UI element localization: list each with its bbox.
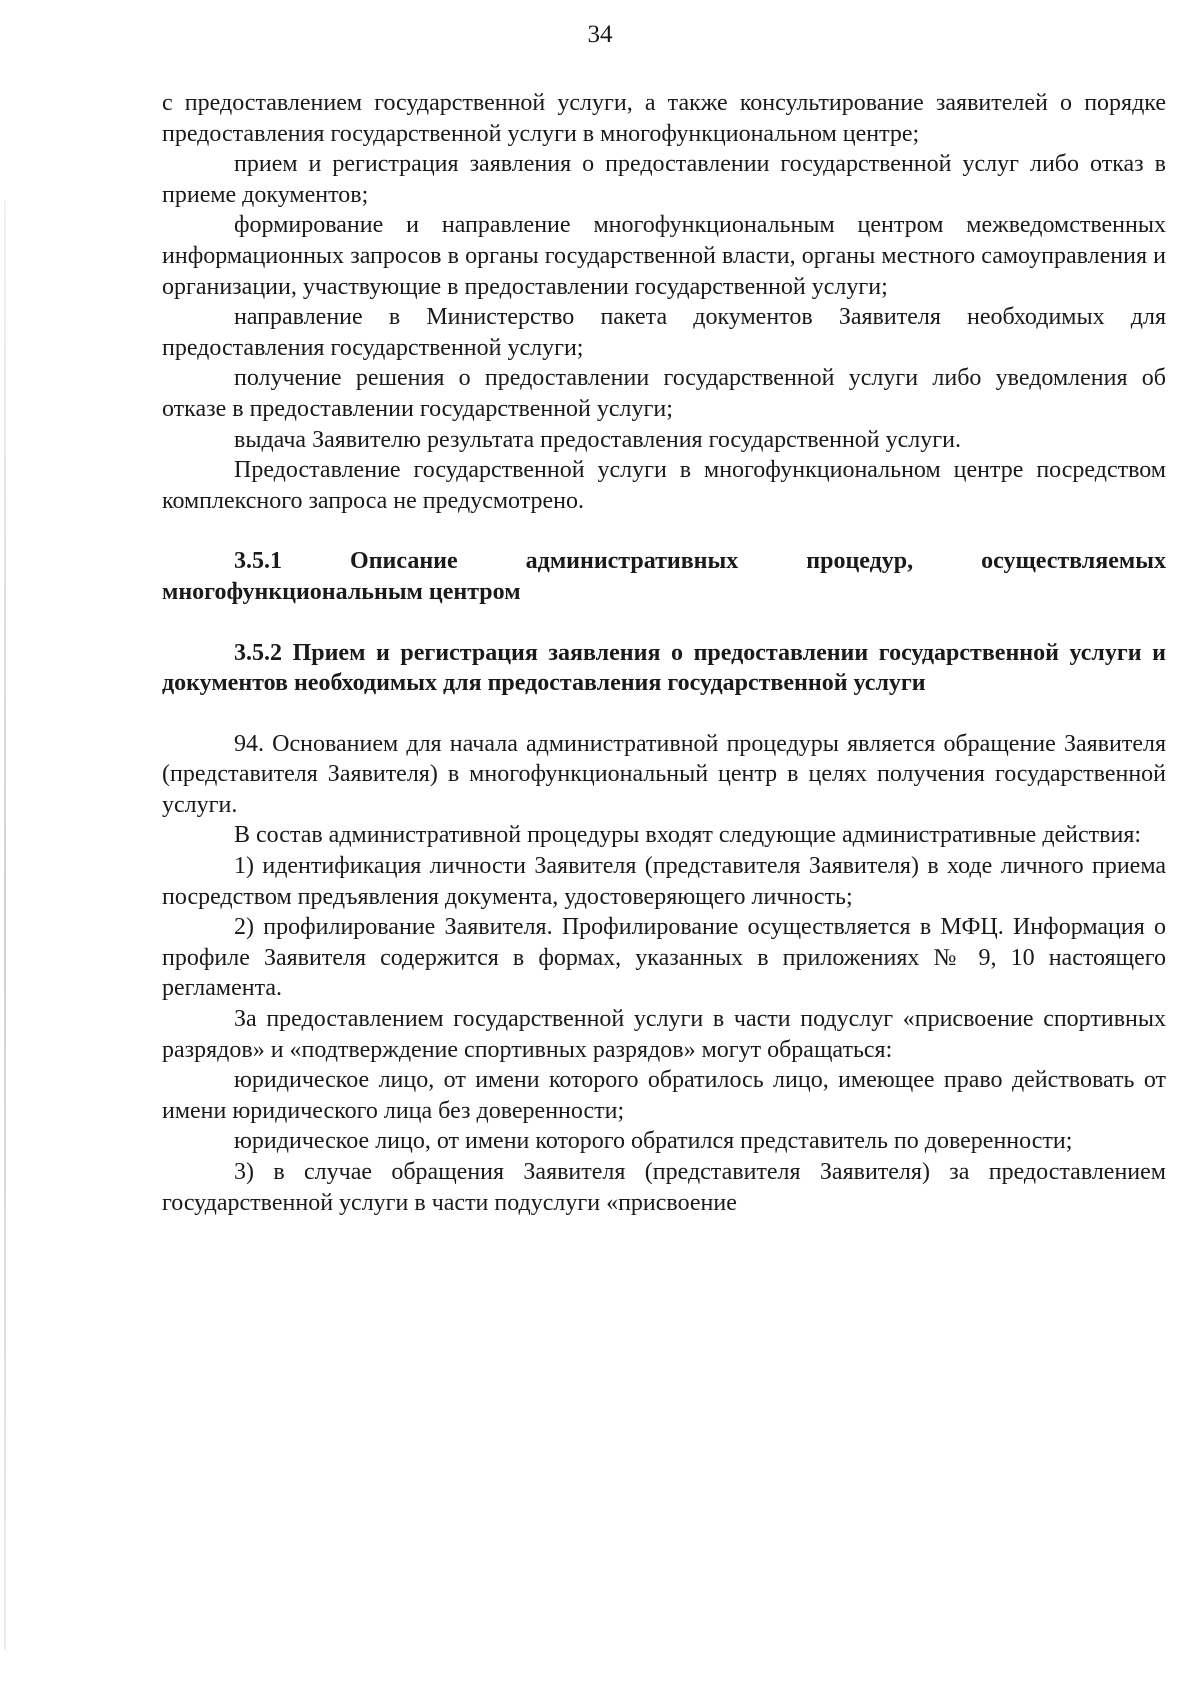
scan-edge (4, 200, 6, 1650)
section-heading: 3.5.1 Описание административных процедур, осуществляемых многофункциональным центром (162, 548, 1166, 605)
paragraph: 3) в случае обращения Заявителя (представителя Заявителя) за предоставлением государственной услуги в части подуслуги «присвоение (162, 1159, 1166, 1216)
paragraph: выдача Заявителю результата предоставления государственной услуги. (234, 426, 961, 453)
paragraph: получение решения о предоставлении государственной услуги либо уведомления об отказе в предоставлении государственной услуги; (162, 365, 1166, 422)
paragraph: Предоставление государственной услуги в многофункциональном центре посредством комплексного запроса не предусмотрено. (162, 457, 1166, 514)
paragraph: прием и регистрация заявления о предоставлении государственной услуг либо отказ в приеме документов; (162, 151, 1166, 208)
spacer (162, 608, 1166, 638)
paragraph: 94. Основанием для начала административной процедуры является обращение Заявителя (представителя Заявителя) в многофункциональный центр в целях получения государственной услуги. (162, 730, 1166, 818)
paragraph: юридическое лицо, от имени которого обратился представитель по доверенности; (234, 1128, 1073, 1155)
paragraph: с предоставлением государственной услуги, а также консультирование заявителей о порядке предоставления государственной услуги в многофункциональном центре; (162, 90, 1166, 147)
paragraph: формирование и направление многофункциональным центром межведомственных информационных запросов в органы государственной власти, органы местного самоуправления и организации, участвующие в предоставлении государственной услуги; (162, 212, 1166, 300)
page-number: 34 (587, 21, 613, 48)
document-body (162, 88, 1166, 1218)
paragraph: 1) идентификация личности Заявителя (представителя Заявителя) в ходе личного приема посредством предъявления документа, удостоверяющего личность; (162, 853, 1166, 910)
paragraph: За предоставлением государственной услуги в части подуслуг «присвоение спортивных разрядов» и «подтверждение спортивных разрядов» могут обращаться: (162, 1006, 1166, 1063)
paragraph: В состав административной процедуры входят следующие административные действия: (234, 822, 1142, 849)
paragraph: направление в Министерство пакета документов Заявителя необходимых для предоставления государственной услуги; (162, 304, 1166, 361)
paragraph: 2) профилирование Заявителя. Профилирование осуществляется в МФЦ. Информация о профиле Заявителя содержится в формах, указанных в приложениях № 9, 10 настоящего регламента. (162, 914, 1166, 1002)
spacer (162, 516, 1166, 546)
section-heading: 3.5.2 Прием и регистрация заявления о предоставлении государственной услуги и документов необходимых для предоставления государственной услуги (162, 639, 1166, 697)
spacer (162, 699, 1166, 729)
paragraph: юридическое лицо, от имени которого обратилось лицо, имеющее право действовать от имени юридического лица без доверенности; (162, 1067, 1166, 1124)
